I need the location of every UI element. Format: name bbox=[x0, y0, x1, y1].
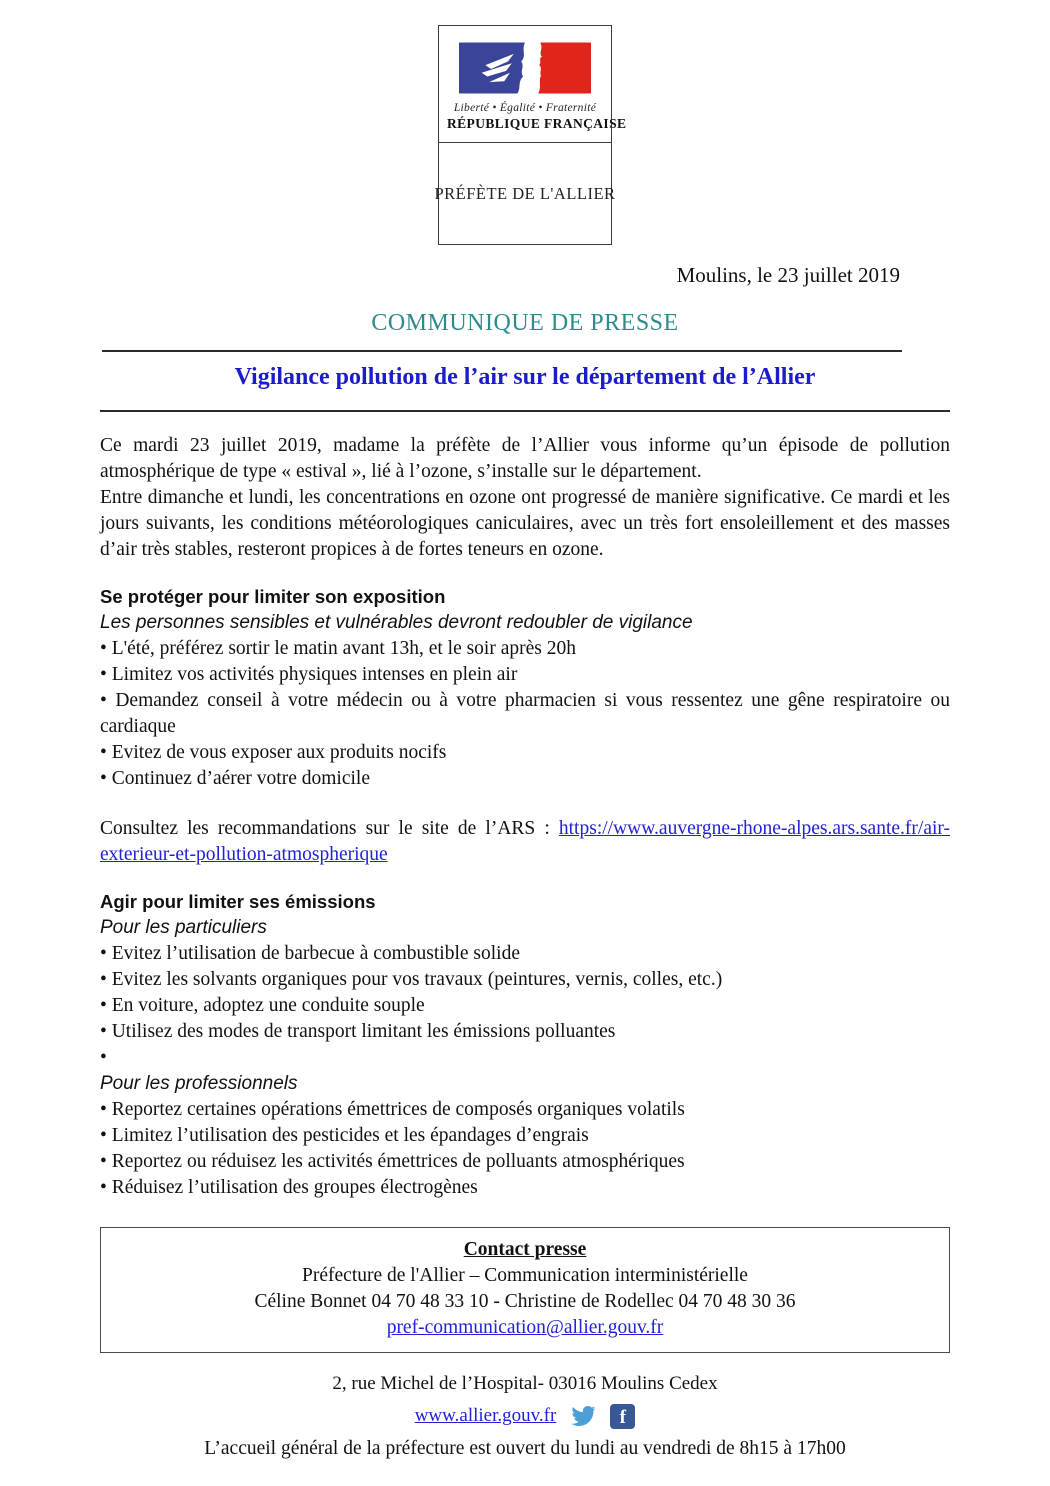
list-item bbox=[100, 662, 950, 688]
logo-motto: Liberté • Égalité • Fraternité bbox=[453, 102, 597, 114]
footer-site-line bbox=[100, 1403, 950, 1429]
list-item-text: L'été, préférez sortir le matin avant 13h, et le soir après 20h bbox=[111, 638, 576, 659]
footer-opening-hours: L’accueil général de la préfecture est ouvert du lundi au vendredi de 8h15 à 17h00 bbox=[204, 1438, 846, 1459]
list-item bbox=[100, 636, 950, 662]
list-item-empty bbox=[100, 1045, 950, 1071]
bullet-glyph: • bbox=[100, 995, 112, 1016]
list-item-text: Reportez certaines opérations émettrices de composés organiques volatils bbox=[111, 1099, 685, 1120]
bullet-glyph: • bbox=[100, 768, 112, 789]
section-heading-protection: Se protéger pour limiter son exposition bbox=[100, 586, 446, 607]
horizontal-rule-bottom bbox=[100, 410, 950, 412]
ars-text: Consultez les recommandations sur le site de l’ARS : bbox=[100, 818, 550, 839]
section-heading-emissions: Agir pour limiter ses émissions bbox=[100, 891, 376, 912]
bullet-glyph: • bbox=[100, 1125, 112, 1146]
list-item bbox=[100, 993, 950, 1019]
list-item-text: Demandez conseil à votre médecin ou à votre pharmacien si vous ressentez une gêne respiratoire ou cardiaque bbox=[100, 690, 951, 737]
list-item-text: Evitez les solvants organiques pour vos travaux (peintures, vernis, colles, etc.) bbox=[111, 969, 723, 990]
contact-email-link[interactable]: pref-communication@allier.gouv.fr bbox=[386, 1317, 664, 1338]
list-item bbox=[100, 1097, 950, 1123]
section-subheading-protection: Les personnes sensibles et vulnérables devront redoubler de vigilance bbox=[100, 612, 693, 633]
facebook-icon[interactable]: f bbox=[610, 1404, 635, 1429]
footer-address: 2, rue Michel de l’Hospital- 03016 Moulins Cedex bbox=[332, 1373, 718, 1394]
list-item-text: Utilisez des modes de transport limitant les émissions polluantes bbox=[111, 1021, 616, 1042]
ars-recommendation-line bbox=[100, 816, 950, 868]
list-item bbox=[100, 1123, 950, 1149]
prefecture-name: PRÉFÈTE DE L'ALLIER bbox=[434, 183, 616, 203]
contact-phones-line: Céline Bonnet 04 70 48 33 10 - Christine de Rodellec 04 70 48 30 36 bbox=[254, 1291, 796, 1312]
list-item-text: Limitez vos activités physiques intenses en plein air bbox=[111, 664, 518, 685]
republique-francaise-logo-block bbox=[434, 25, 627, 245]
contact-org-line: Préfecture de l'Allier – Communication interministérielle bbox=[302, 1265, 748, 1286]
prefecture-name-box bbox=[434, 142, 616, 245]
list-item-text: Limitez l’utilisation des pesticides et les épandages d’engrais bbox=[111, 1125, 589, 1146]
list-item bbox=[100, 766, 950, 792]
bullet-glyph: • bbox=[100, 943, 112, 964]
bullet-glyph: • bbox=[100, 1151, 112, 1172]
list-item bbox=[100, 967, 950, 993]
list-item bbox=[100, 1149, 950, 1175]
doc-type-heading: COMMUNIQUE DE PRESSE bbox=[371, 310, 679, 336]
dateline: Moulins, le 23 juillet 2019 bbox=[676, 263, 900, 287]
list-item-text: Réduisez l’utilisation des groupes électrogènes bbox=[111, 1177, 478, 1198]
page-title: Vigilance pollution de l’air sur le département de l’Allier bbox=[234, 364, 816, 390]
press-contact-box bbox=[100, 1227, 950, 1353]
bullet-glyph: • bbox=[100, 742, 112, 763]
subheading-particuliers: Pour les particuliers bbox=[100, 917, 267, 938]
horizontal-rule-top bbox=[102, 350, 902, 352]
bullet-glyph: • bbox=[100, 1177, 112, 1198]
marianne-flag-icon bbox=[459, 42, 591, 94]
list-item-text: Evitez l’utilisation de barbecue à combustible solide bbox=[111, 943, 520, 964]
list-item bbox=[100, 740, 950, 766]
bullet-glyph: • bbox=[100, 690, 116, 711]
bullet-glyph: • bbox=[100, 1099, 112, 1120]
website-link[interactable]: www.allier.gouv.fr bbox=[414, 1405, 557, 1426]
twitter-icon[interactable] bbox=[570, 1403, 596, 1429]
list-item-text: En voiture, adoptez une conduite souple bbox=[111, 995, 425, 1016]
intro-paragraph-2: Entre dimanche et lundi, les concentrations en ozone ont progressé de manière significative. Ce mardi et les jours suivants, les conditions météorologiques caniculaires, avec un très fort ensoleillement et des masses d’air très stables, resteront propices à de fortes teneurs en ozone. bbox=[100, 487, 950, 560]
list-item bbox=[100, 1175, 950, 1201]
list-item-text: Reportez ou réduisez les activités émettrices de polluants atmosphériques bbox=[111, 1151, 685, 1172]
logo-republique-francaise: RÉPUBLIQUE FRANÇAISE bbox=[447, 116, 627, 131]
list-item bbox=[100, 688, 950, 740]
bullet-glyph: • bbox=[100, 664, 112, 685]
subheading-professionnels: Pour les professionnels bbox=[100, 1073, 298, 1094]
bullet-glyph: • bbox=[100, 638, 112, 659]
body-text bbox=[100, 433, 950, 1353]
list-item bbox=[100, 1019, 950, 1045]
contact-heading: Contact presse bbox=[463, 1239, 587, 1260]
bullet-glyph: • bbox=[100, 969, 112, 990]
list-item-text: Continuez d’aérer votre domicile bbox=[111, 768, 370, 789]
bullet-glyph: • bbox=[100, 1047, 107, 1068]
intro-paragraph-1: Ce mardi 23 juillet 2019, madame la préfète de l’Allier vous informe qu’un épisode de pollution atmosphérique de type « estival », lié à l’ozone, s’installe sur le département. bbox=[100, 435, 950, 482]
list-item bbox=[100, 941, 950, 967]
bullet-glyph: • bbox=[100, 1021, 112, 1042]
marianne-logo-box bbox=[438, 25, 627, 143]
list-item-text: Evitez de vous exposer aux produits nocifs bbox=[111, 742, 447, 763]
ars-link[interactable]: https://www.auvergne-rhone-alpes.ars.sante.fr/air-exterieur-et-pollution-atmospherique bbox=[100, 818, 950, 865]
page-footer bbox=[100, 1373, 950, 1460]
